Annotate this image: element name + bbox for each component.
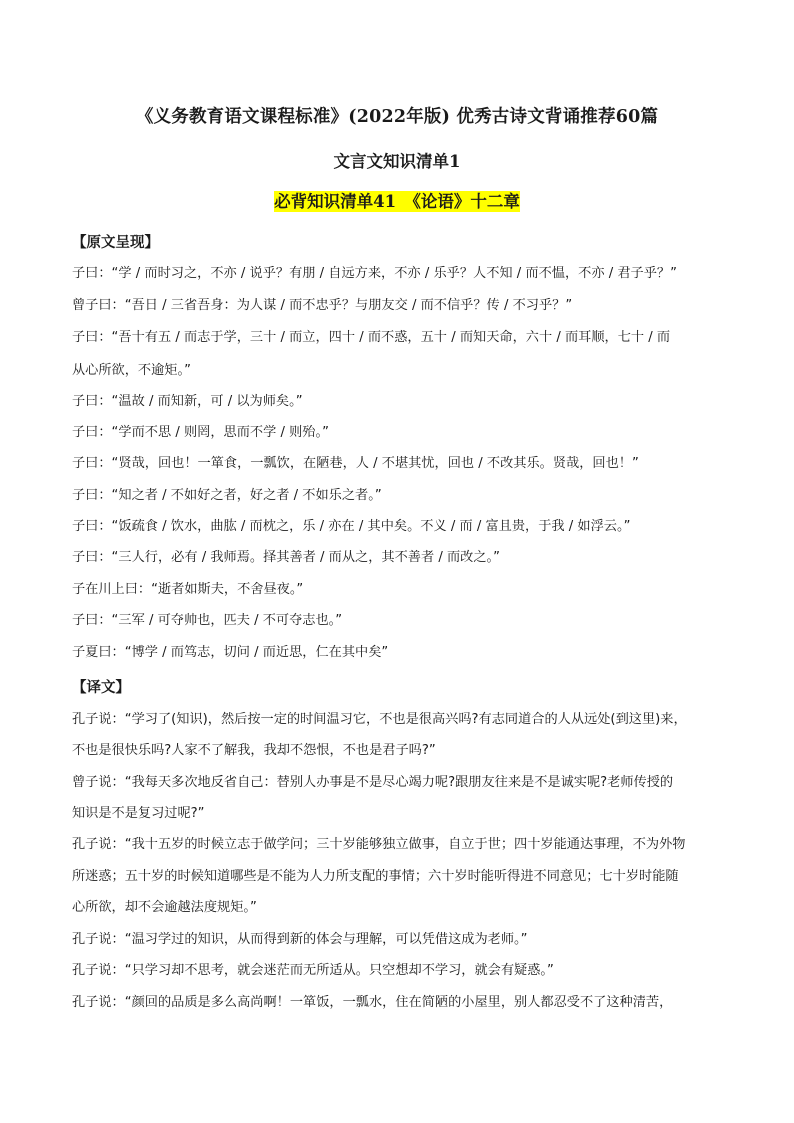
translation-text-line: 曾子说：“我每天多次地反省自己：替别人办事是不是尽心竭力呢?跟朋友往来是不是诚实呢?老师传授的 <box>72 775 674 790</box>
translation-text-line: 孔子说：“学习了(知识)，然后按一定的时间温习它，不也是很高兴吗?有志同道合的人从远处(到这里)来， <box>72 712 687 727</box>
original-text-line: 子曰：“饭疏食 / 饮水，曲肱 / 而枕之，乐 / 亦在 / 其中矣。不义 / 而 / 富且贵，于我 / 如浮云。” <box>72 519 631 534</box>
section-heading-original: 【原文呈现】 <box>72 235 159 251</box>
translation-text-line: 孔子说：“温习学过的知识，从而得到新的体会与理解，可以凭借这成为老师。” <box>72 932 528 947</box>
original-text-line: 曾子曰：“吾日 / 三省吾身：为人谋 / 而不忠乎？与朋友交 / 而不信乎？传 / 不习乎？” <box>72 298 573 313</box>
original-text-line: 子曰：“贤哉，回也！一箪食，一瓢饮，在陋巷，人 / 不堪其忧，回也 / 不改其乐。贤哉，回也！” <box>72 456 639 471</box>
original-text-line: 从心所欲，不逾矩。” <box>72 363 191 378</box>
original-text-line: 子曰：“温故 / 而知新，可 / 以为师矣。” <box>72 394 303 409</box>
original-text-line: 子曰：“三军 / 可夺帅也，匹夫 / 不可夺志也。” <box>72 613 343 628</box>
section-heading-translation: 【译文】 <box>72 680 130 696</box>
translation-text-line: 孔子说：“我十五岁的时候立志于做学问；三十岁能够独立做事，自立于世；四十岁能通达事理，不为外物 <box>72 837 686 852</box>
original-text-line: 子曰：“吾十有五 / 而志于学，三十 / 而立，四十 / 而不惑，五十 / 而知天命，六十 / 而耳顺，七十 / 而 <box>72 330 671 345</box>
document-subtitle: 文言文知识清单1 <box>333 152 461 171</box>
original-text-line: 子曰：“学 / 而时习之，不亦 / 说乎？有朋 / 自远方来，不亦 / 乐乎？人不知 / 而不愠，不亦 / 君子乎？” <box>72 266 677 281</box>
original-text-line: 子曰：“知之者 / 不如好之者，好之者 / 不如乐之者。” <box>72 488 382 503</box>
original-text-line: 子曰：“三人行，必有 / 我师焉。择其善者 / 而从之，其不善者 / 而改之。” <box>72 550 500 565</box>
original-text-line: 子在川上曰：“逝者如斯夫，不舍昼夜。” <box>72 582 304 597</box>
translation-text-line: 心所欲，却不会逾越法度规矩。” <box>72 900 257 915</box>
translation-text-line: 不也是很快乐吗?人家不了解我，我却不怨恨，不也是君子吗?” <box>72 743 436 758</box>
highlight-heading-row <box>0 188 794 212</box>
highlight-heading: 必背知识清单41 《论语》十二章 <box>274 192 520 211</box>
translation-text-line: 所迷惑；五十岁的时候知道哪些是不能为人力所支配的事情；六十岁时能听得进不同意见；七十岁时能随 <box>72 869 679 884</box>
translation-text-line: 知识是不是复习过呢?” <box>72 806 205 821</box>
original-text-line: 子曰：“学而不思 / 则罔，思而不学 / 则殆。” <box>72 425 329 440</box>
document-title: 《义务教育语文课程标准》(2022年版) 优秀古诗文背诵推荐60篇 <box>135 107 659 127</box>
translation-text-line: 孔子说：“只学习却不思考，就会迷茫而无所适从。只空想却不学习，就会有疑惑。” <box>72 963 554 978</box>
original-text-line: 子夏曰：“博学 / 而笃志，切问 / 而近思，仁在其中矣” <box>72 645 389 660</box>
translation-text-line: 孔子说：“颜回的品质是多么高尚啊！一箪饭，一瓢水，住在简陋的小屋里，别人都忍受不了这种清苦， <box>72 995 673 1010</box>
